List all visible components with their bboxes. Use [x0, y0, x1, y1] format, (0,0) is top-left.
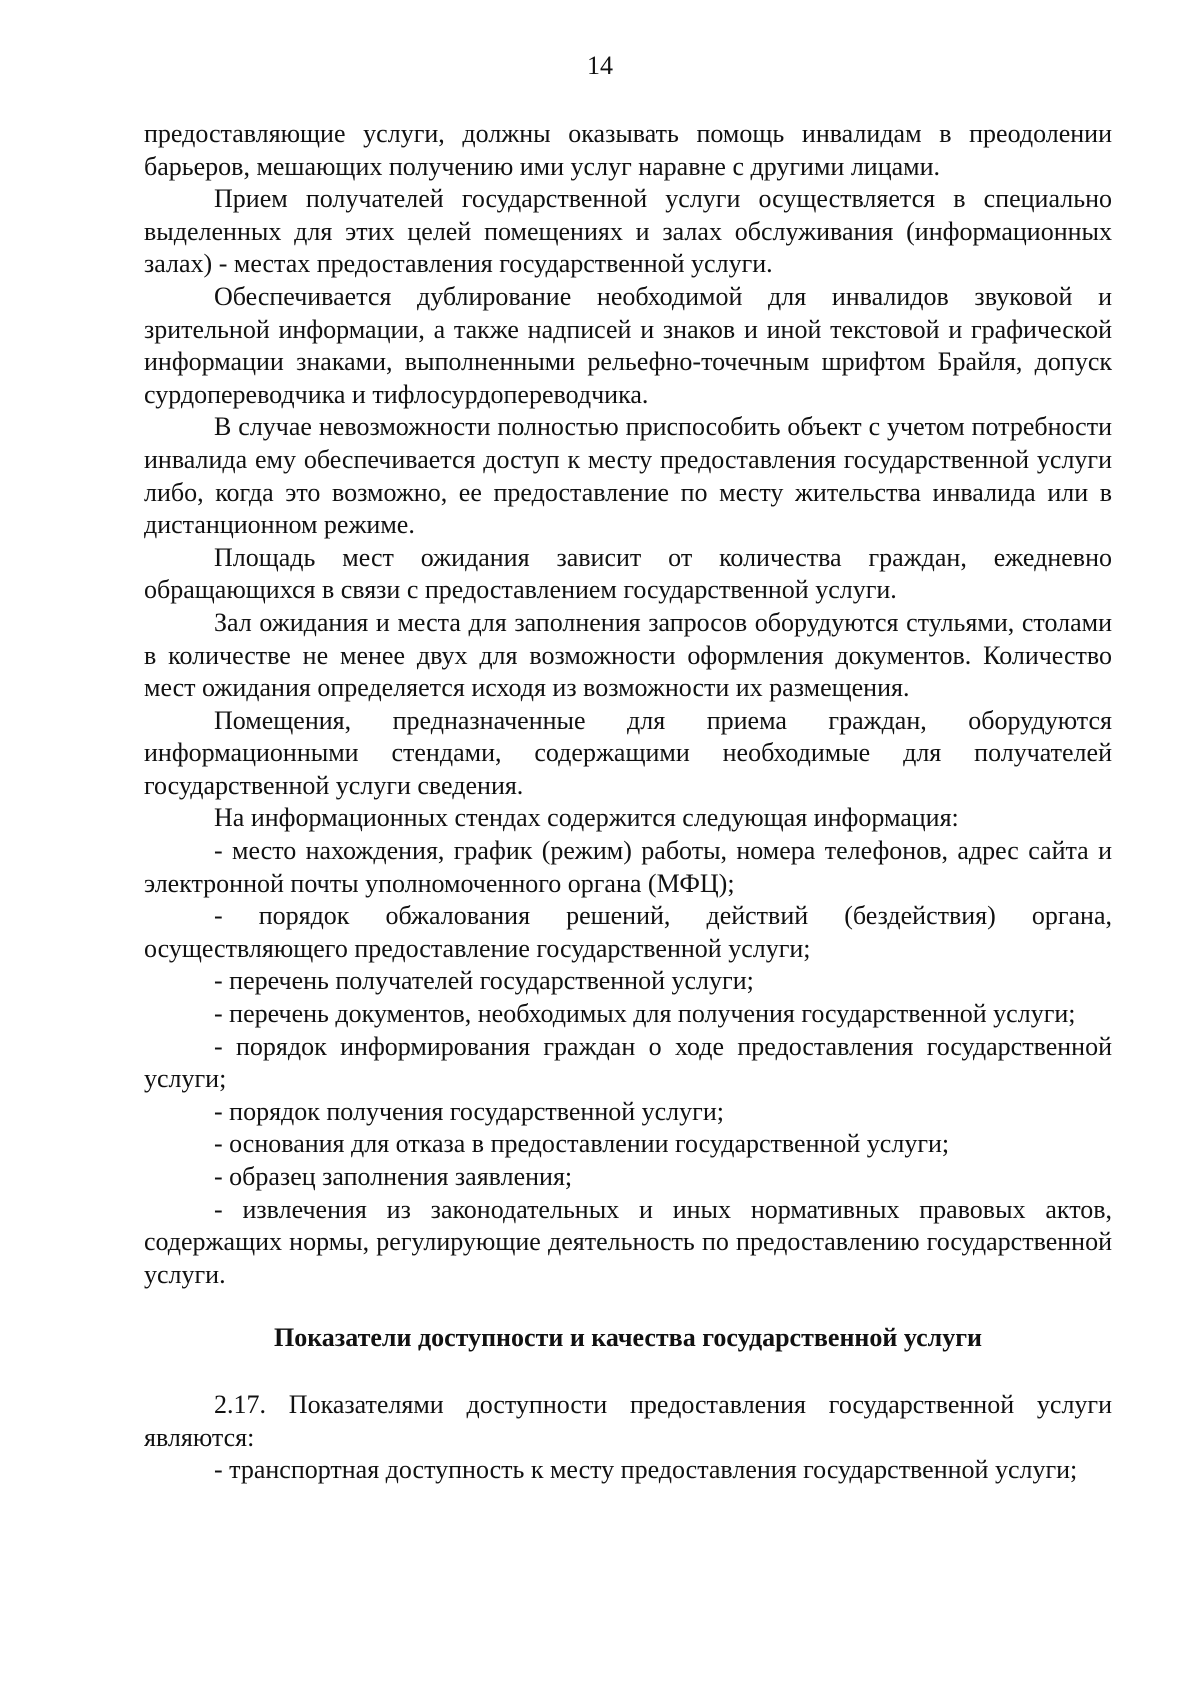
- paragraph-duplication: Обеспечивается дублирование необходимой для инвалидов звуковой и зрительной информации, а также надписей и знаков и иной текстовой и графической информации знаками, выполненными рельефно-точечным шрифтом Брайля, допуск сурдопереводчика и тифлосурдопереводчика.: [144, 281, 1112, 409]
- list-item-receiving: - порядок получения государственной услуги;: [214, 1096, 724, 1126]
- list-item-documents: - перечень документов, необходимых для получения государственной услуги;: [214, 999, 1076, 1029]
- list-item-appeal-procedure: - порядок обжалования решений, действий (бездействия) органа, осуществляющего предоставление государственной услуги;: [144, 901, 1112, 963]
- list-item-application-sample: - образец заполнения заявления;: [214, 1162, 573, 1191]
- document-body: [144, 118, 1112, 1487]
- paragraph-stands-intro: На информационных стендах содержится следующая информация:: [214, 803, 959, 833]
- paragraph-waiting-area: Площадь мест ожидания зависит от количества граждан, ежедневно обращающихся в связи с предоставлением государственной услуги.: [144, 542, 1112, 605]
- list-item-transport-access: - транспортная доступность к месту предоставления государственной услуги;: [214, 1455, 1078, 1485]
- paragraph-continuation: предоставляющие услуги, должны оказывать помощь инвалидам в преодолении барьеров, мешающих получению ими услуг наравне с другими лицами.: [144, 119, 1112, 181]
- list-item-informing: - порядок информирования граждан о ходе предоставления государственной услуги;: [144, 1031, 1112, 1094]
- list-item-legal-extracts: - извлечения из законодательных и иных нормативных правовых актов, содержащих нормы, регулирующие деятельность по предоставлению государственной услуги.: [144, 1194, 1112, 1289]
- page-number: 14: [587, 51, 613, 80]
- paragraph-reception: Прием получателей государственной услуги осуществляется в специально выделенных для этих целей помещениях и залах обслуживания (информационных залах) - местах предоставления государственной услуги.: [144, 184, 1112, 279]
- list-item-location: - место нахождения, график (режим) работы, номера телефонов, адрес сайта и электронной почты уполномоченного органа (МФЦ);: [144, 836, 1112, 898]
- list-item-refusal-grounds: - основания для отказа в предоставлении государственной услуги;: [214, 1129, 950, 1159]
- paragraph-premises: Помещения, предназначенные для приема граждан, оборудуются информационными стендами, содержащими необходимые для получателей государственной услуги сведения.: [144, 705, 1112, 800]
- list-item-recipients: - перечень получателей государственной услуги;: [214, 966, 754, 996]
- paragraph-impossibility: В случае невозможности полностью приспособить объект с учетом потребности инвалида ему обеспечивается доступ к месту предоставления государственной услуги либо, когда это возможно, ее предоставление по месту жительства инвалида или в дистанционном режиме.: [144, 412, 1112, 540]
- paragraph-indicators: 2.17. Показателями доступности предоставления государственной услуги являются:: [144, 1389, 1112, 1452]
- section-heading: Показатели доступности и качества государственной услуги: [273, 1323, 983, 1353]
- paragraph-waiting-hall: Зал ожидания и места для заполнения запросов оборудуются стульями, столами в количестве не менее двух для возможности оформления документов. Количество мест ожидания определяется исходя из возможности их размещения.: [144, 607, 1112, 703]
